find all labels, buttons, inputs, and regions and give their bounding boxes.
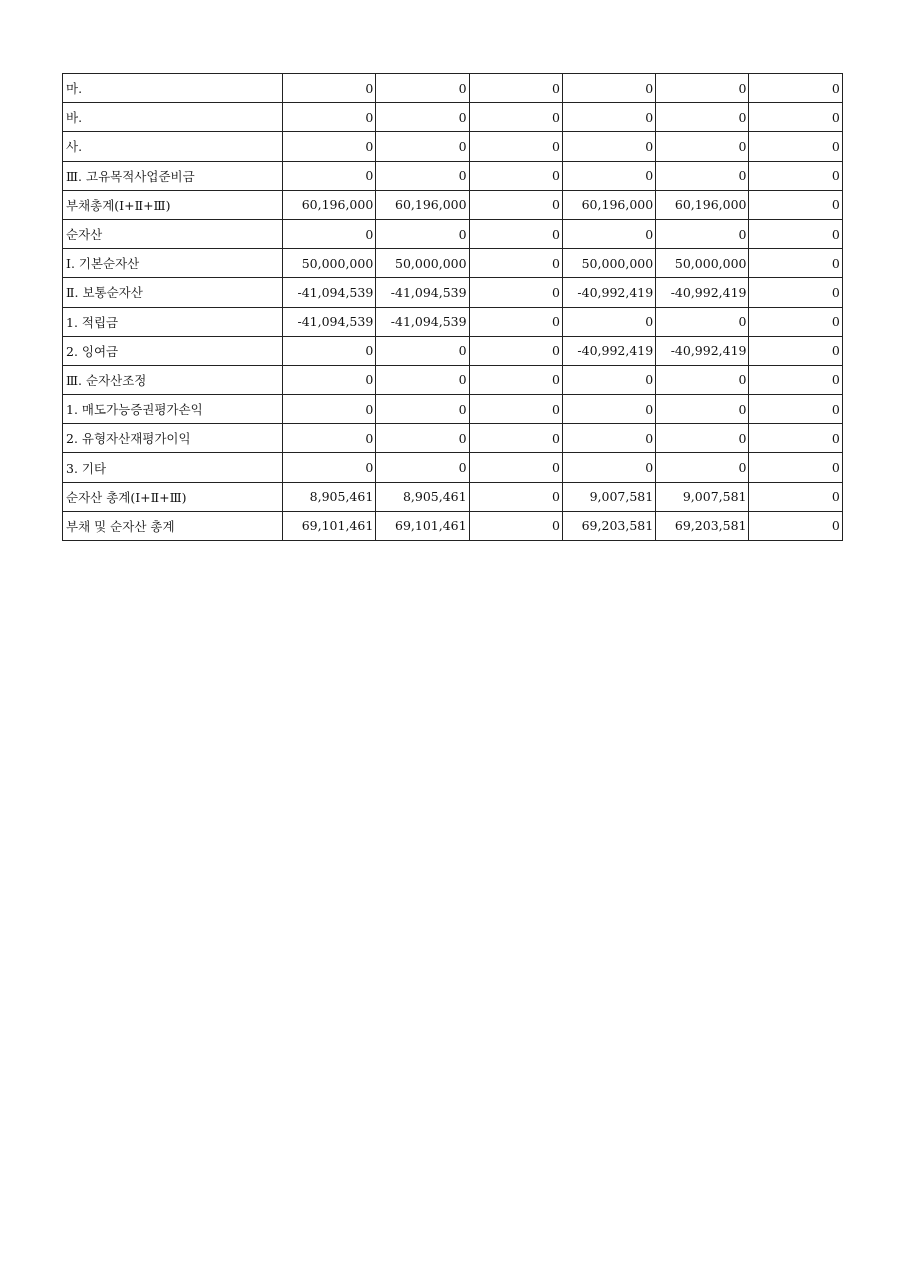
value-cell: 0 <box>749 307 842 336</box>
table-row <box>63 395 843 424</box>
value-cell: 0 <box>749 219 842 248</box>
value-cell: 0 <box>749 395 842 424</box>
value-cell: 0 <box>469 482 562 511</box>
value-cell: 8,905,461 <box>283 482 376 511</box>
value-cell: 0 <box>283 74 376 103</box>
table-row <box>63 336 843 365</box>
value-cell: 0 <box>656 424 749 453</box>
value-cell: 0 <box>469 161 562 190</box>
table-row <box>63 219 843 248</box>
value-cell: 0 <box>469 190 562 219</box>
value-cell: 0 <box>749 511 842 540</box>
value-cell: 0 <box>749 103 842 132</box>
value-cell: 0 <box>376 161 469 190</box>
value-cell: 0 <box>749 132 842 161</box>
value-cell: 0 <box>562 307 655 336</box>
value-cell: 0 <box>656 395 749 424</box>
value-cell: 0 <box>376 336 469 365</box>
value-cell: 0 <box>656 132 749 161</box>
row-label: 3. 기타 <box>63 453 283 482</box>
value-cell: -41,094,539 <box>283 307 376 336</box>
value-cell: 60,196,000 <box>656 190 749 219</box>
row-label: Ⅲ. 순자산조정 <box>63 365 283 394</box>
value-cell: 0 <box>469 74 562 103</box>
value-cell: 0 <box>376 365 469 394</box>
value-cell: 0 <box>469 278 562 307</box>
value-cell: 9,007,581 <box>562 482 655 511</box>
value-cell: 0 <box>656 365 749 394</box>
row-label: 마. <box>63 74 283 103</box>
value-cell: 0 <box>656 161 749 190</box>
value-cell: 0 <box>562 395 655 424</box>
value-cell: 69,203,581 <box>562 511 655 540</box>
value-cell: 69,203,581 <box>656 511 749 540</box>
value-cell: 0 <box>469 219 562 248</box>
value-cell: 0 <box>656 103 749 132</box>
value-cell: 0 <box>562 161 655 190</box>
balance-sheet-body <box>63 74 843 541</box>
row-label: 순자산 <box>63 219 283 248</box>
value-cell: 0 <box>749 482 842 511</box>
value-cell: 69,101,461 <box>376 511 469 540</box>
value-cell: 0 <box>749 336 842 365</box>
value-cell: 0 <box>376 132 469 161</box>
table-row <box>63 482 843 511</box>
value-cell: 0 <box>749 278 842 307</box>
table-row <box>63 103 843 132</box>
value-cell: 0 <box>283 453 376 482</box>
value-cell: 60,196,000 <box>283 190 376 219</box>
value-cell: 0 <box>749 453 842 482</box>
value-cell: 0 <box>749 190 842 219</box>
value-cell: -41,094,539 <box>376 278 469 307</box>
value-cell: 0 <box>562 132 655 161</box>
table-row <box>63 278 843 307</box>
value-cell: 0 <box>469 511 562 540</box>
value-cell: 0 <box>283 219 376 248</box>
value-cell: 50,000,000 <box>562 249 655 278</box>
value-cell: 0 <box>469 336 562 365</box>
value-cell: 9,007,581 <box>656 482 749 511</box>
table-row <box>63 511 843 540</box>
value-cell: -40,992,419 <box>562 278 655 307</box>
row-label: 바. <box>63 103 283 132</box>
value-cell: 0 <box>469 103 562 132</box>
value-cell: 0 <box>469 307 562 336</box>
balance-sheet-table <box>62 73 843 541</box>
row-label: 1. 매도가능증권평가손익 <box>63 395 283 424</box>
value-cell: 0 <box>376 74 469 103</box>
value-cell: -40,992,419 <box>656 278 749 307</box>
value-cell: 0 <box>749 74 842 103</box>
value-cell: 0 <box>283 424 376 453</box>
value-cell: 0 <box>469 132 562 161</box>
value-cell: 0 <box>376 424 469 453</box>
table-row <box>63 307 843 336</box>
value-cell: 0 <box>283 132 376 161</box>
table-row <box>63 249 843 278</box>
value-cell: 69,101,461 <box>283 511 376 540</box>
row-label: 1. 적립금 <box>63 307 283 336</box>
value-cell: 0 <box>656 74 749 103</box>
value-cell: 0 <box>469 395 562 424</box>
value-cell: 0 <box>469 365 562 394</box>
value-cell: 0 <box>283 103 376 132</box>
table-row <box>63 132 843 161</box>
row-label: 순자산 총계(Ⅰ+Ⅱ+Ⅲ) <box>63 482 283 511</box>
value-cell: 0 <box>469 249 562 278</box>
value-cell: 0 <box>562 74 655 103</box>
value-cell: 0 <box>656 453 749 482</box>
table-row <box>63 453 843 482</box>
value-cell: 50,000,000 <box>376 249 469 278</box>
value-cell: -40,992,419 <box>656 336 749 365</box>
row-label: Ⅰ. 기본순자산 <box>63 249 283 278</box>
value-cell: 0 <box>562 365 655 394</box>
value-cell: 0 <box>562 219 655 248</box>
value-cell: 0 <box>469 424 562 453</box>
table-row <box>63 74 843 103</box>
value-cell: 50,000,000 <box>656 249 749 278</box>
value-cell: 0 <box>749 424 842 453</box>
value-cell: -40,992,419 <box>562 336 655 365</box>
row-label: Ⅱ. 보통순자산 <box>63 278 283 307</box>
value-cell: 0 <box>562 103 655 132</box>
value-cell: 0 <box>283 336 376 365</box>
value-cell: -41,094,539 <box>283 278 376 307</box>
value-cell: 8,905,461 <box>376 482 469 511</box>
row-label: 2. 잉여금 <box>63 336 283 365</box>
table-row <box>63 424 843 453</box>
value-cell: 0 <box>656 219 749 248</box>
row-label: 2. 유형자산재평가이익 <box>63 424 283 453</box>
table-row <box>63 365 843 394</box>
row-label: 부채총계(Ⅰ+Ⅱ+Ⅲ) <box>63 190 283 219</box>
value-cell: -41,094,539 <box>376 307 469 336</box>
value-cell: 60,196,000 <box>562 190 655 219</box>
value-cell: 60,196,000 <box>376 190 469 219</box>
value-cell: 0 <box>749 365 842 394</box>
value-cell: 0 <box>749 249 842 278</box>
value-cell: 0 <box>376 219 469 248</box>
row-label: 사. <box>63 132 283 161</box>
table-row <box>63 190 843 219</box>
value-cell: 0 <box>283 365 376 394</box>
value-cell: 0 <box>376 103 469 132</box>
value-cell: 0 <box>283 395 376 424</box>
value-cell: 0 <box>376 453 469 482</box>
value-cell: 0 <box>656 307 749 336</box>
table-row <box>63 161 843 190</box>
value-cell: 0 <box>283 161 376 190</box>
row-label: Ⅲ. 고유목적사업준비금 <box>63 161 283 190</box>
value-cell: 0 <box>562 424 655 453</box>
row-label: 부채 및 순자산 총계 <box>63 511 283 540</box>
value-cell: 50,000,000 <box>283 249 376 278</box>
value-cell: 0 <box>469 453 562 482</box>
value-cell: 0 <box>376 395 469 424</box>
value-cell: 0 <box>562 453 655 482</box>
value-cell: 0 <box>749 161 842 190</box>
